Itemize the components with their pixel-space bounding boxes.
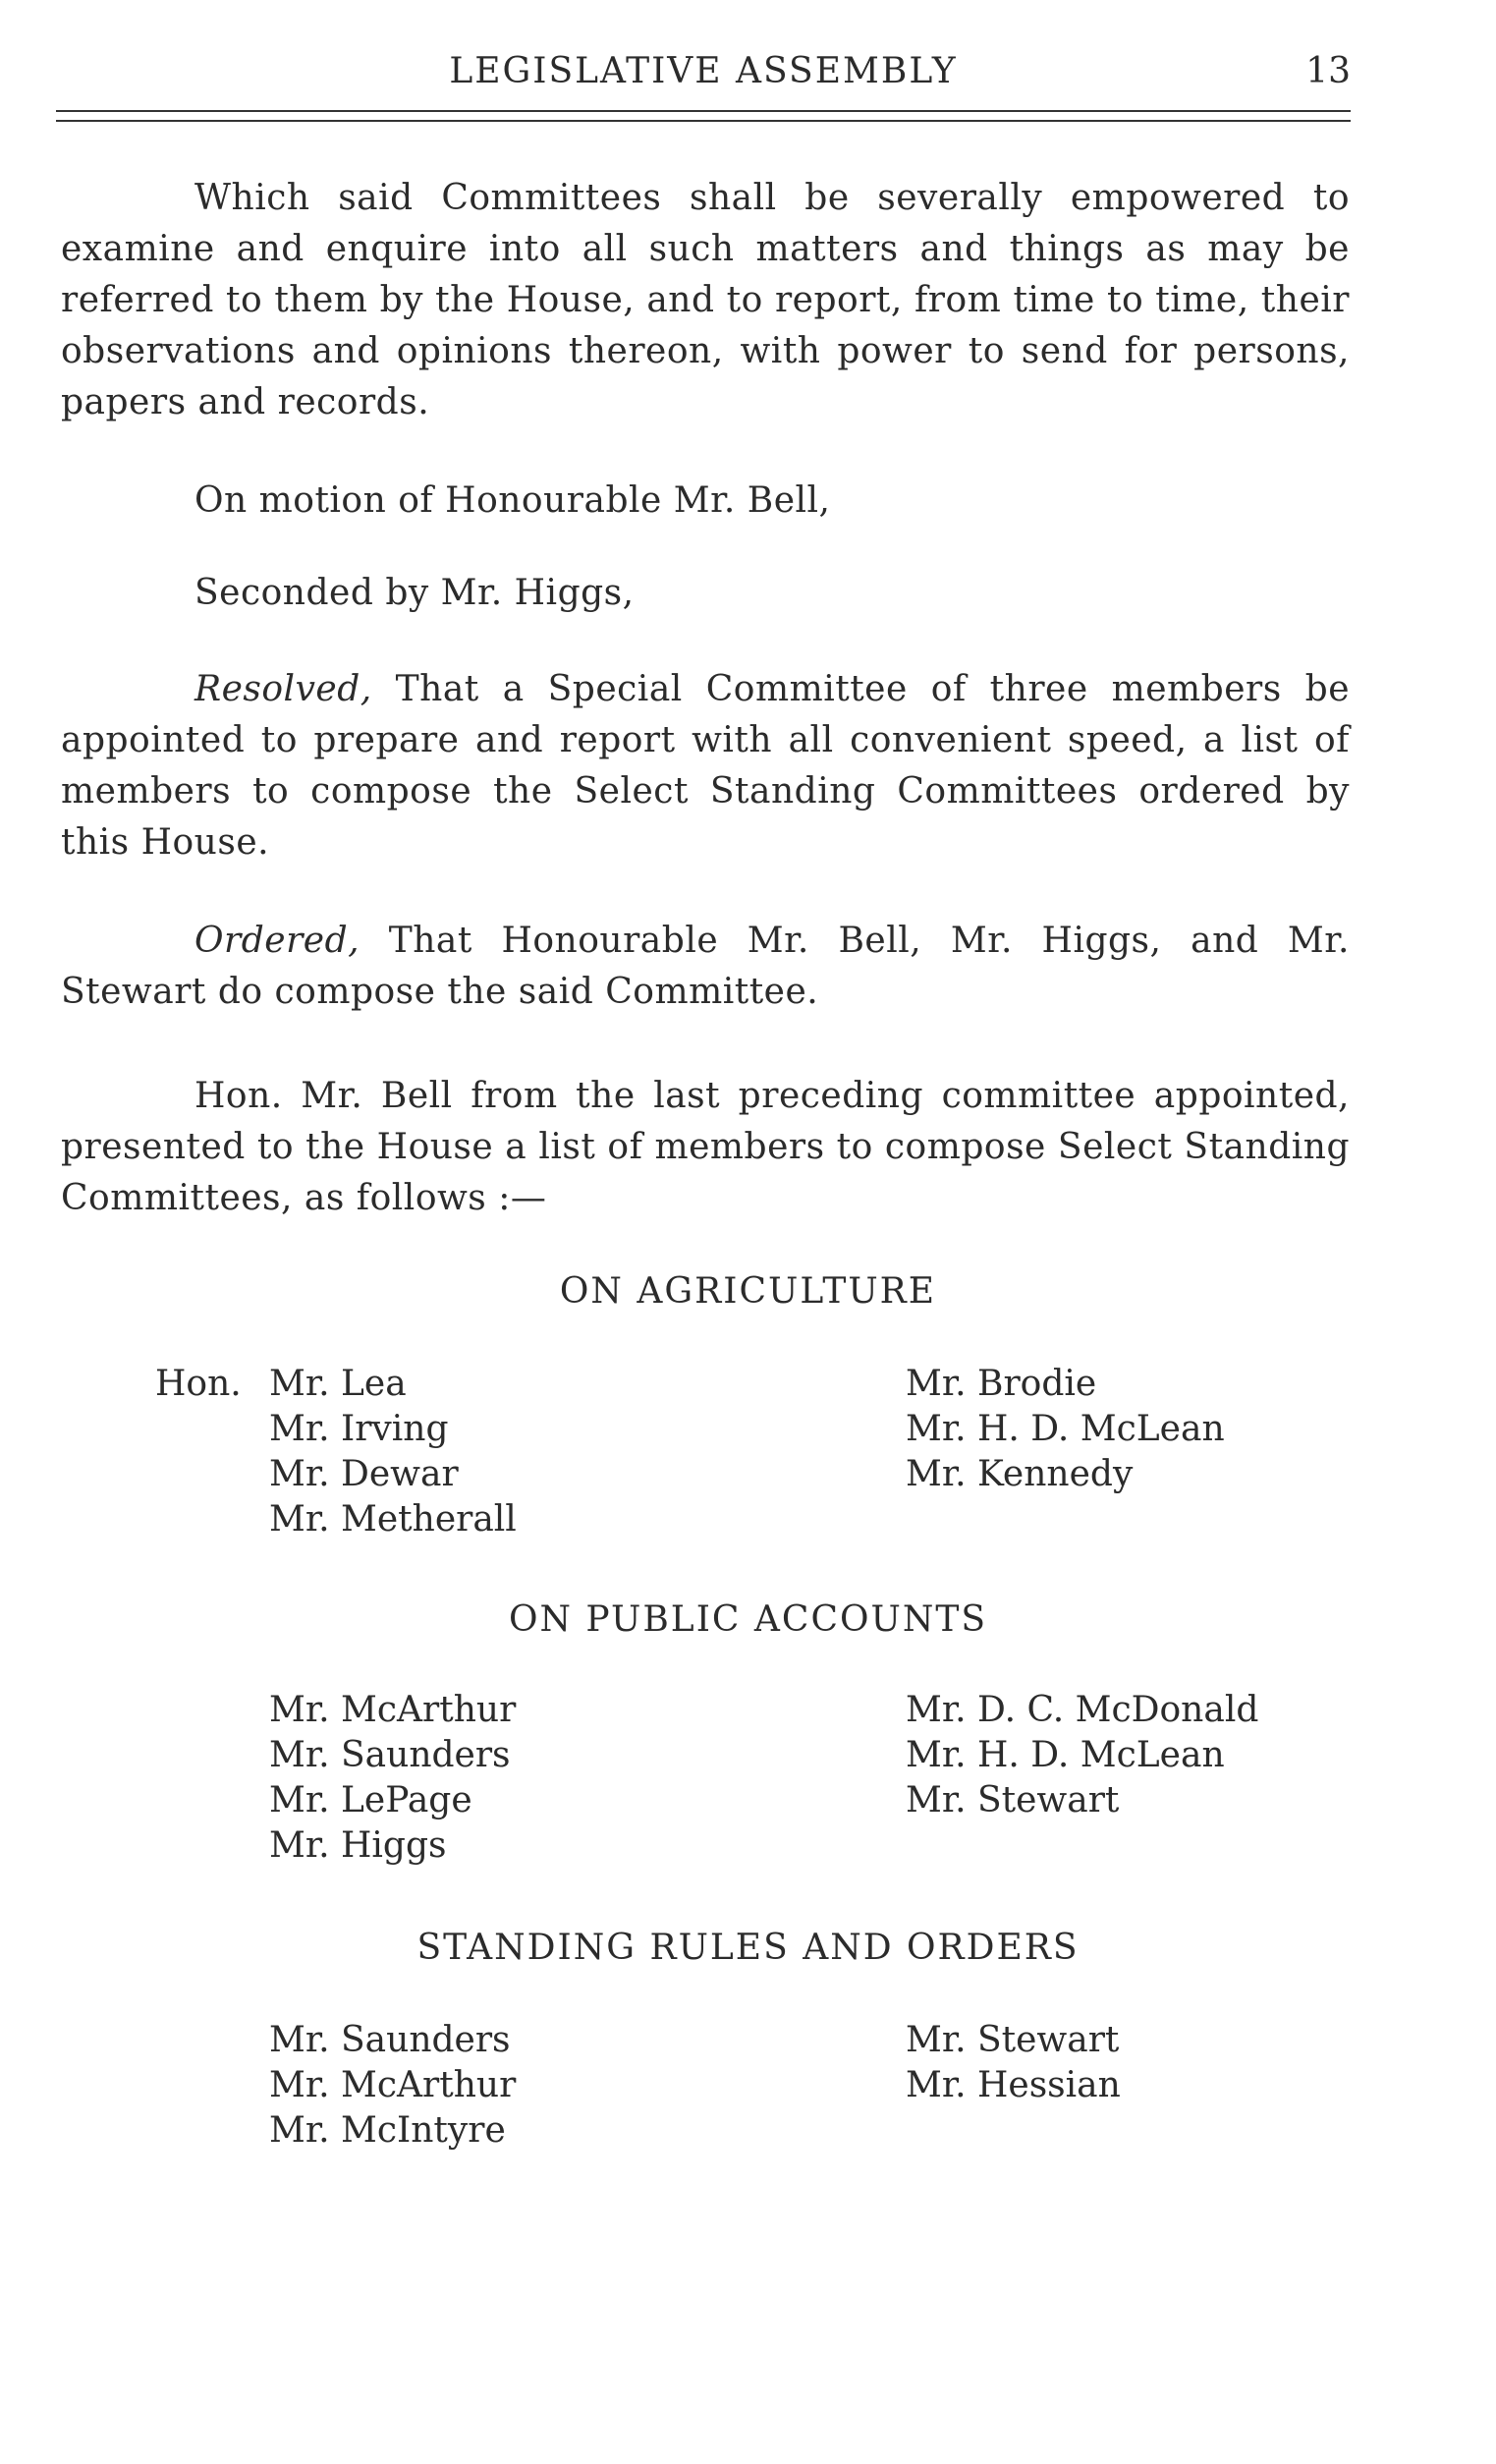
member-name: Mr. Irving xyxy=(269,1409,449,1449)
paragraph-seconded: Seconded by Mr. Higgs, xyxy=(194,573,635,613)
paragraph-motion: On motion of Honourable Mr. Bell, xyxy=(194,480,831,521)
member-name: Mr. Kennedy xyxy=(906,1454,1134,1494)
member-name: Mr. McArthur xyxy=(269,1690,517,1730)
member-column-right xyxy=(906,1362,1225,1497)
member-name: Mr. Metherall xyxy=(269,1499,517,1540)
member-column-right xyxy=(906,1688,1258,1823)
committee-heading-agriculture: ON AGRICULTURE xyxy=(559,1271,937,1312)
member-name: Mr. Dewar xyxy=(269,1454,459,1494)
member-column-right xyxy=(906,2018,1121,2108)
member-name: Mr. H. D. McLean xyxy=(906,1409,1225,1449)
member-name: Mr. Saunders xyxy=(269,1735,511,1775)
hon-prefix: Hon. xyxy=(155,1364,242,1404)
paragraph-ordered xyxy=(61,916,1350,1018)
member-name: Mr. LePage xyxy=(269,1780,472,1820)
member-name: Mr. Higgs xyxy=(269,1825,447,1866)
paragraph-committee-powers: Which said Committees shall be severally empowered to examine and enquire into all such matters and things as may be referred to them by the House, and to report, from time to time, their observations and opinions thereon, with power to send for persons, papers and records. xyxy=(61,178,1350,422)
header-rule-upper xyxy=(56,110,1351,112)
running-title: LEGISLATIVE ASSEMBLY xyxy=(449,51,958,91)
paragraph-resolved xyxy=(61,664,1350,868)
header-rule-lower xyxy=(56,120,1351,122)
member-column-left xyxy=(269,1688,516,1869)
member-name: Mr. Stewart xyxy=(906,2020,1120,2060)
committee-heading-standing-rules: STANDING RULES AND ORDERS xyxy=(416,1928,1080,1968)
committee-heading-public-accounts: ON PUBLIC ACCOUNTS xyxy=(508,1599,988,1640)
member-name: Mr. Brodie xyxy=(906,1364,1097,1404)
member-name: Mr. Hessian xyxy=(906,2065,1121,2105)
ordered-lead: Ordered, xyxy=(194,921,360,961)
member-column-left xyxy=(269,1362,517,1542)
running-head xyxy=(56,47,1351,106)
member-name: Mr. Stewart xyxy=(906,1780,1120,1820)
member-column-left xyxy=(269,2018,516,2154)
resolved-lead: Resolved, xyxy=(194,669,372,709)
page-number: 13 xyxy=(1305,51,1351,91)
member-name: Mr. McArthur xyxy=(269,2065,517,2105)
member-name: Mr. McIntyre xyxy=(269,2110,506,2151)
ordered-text: That Honourable Mr. Bell, Mr. Higgs, and Mr. Stewart do compose the said Committee. xyxy=(61,921,1350,1012)
member-name: Mr. H. D. McLean xyxy=(906,1735,1225,1775)
resolved-text: That a Special Committee of three members be appointed to prepare and report with all convenient speed, a list of members to compose the Select Standing Committees ordered by this House. xyxy=(61,669,1350,863)
member-name: Mr. Saunders xyxy=(269,2020,511,2060)
member-name: Mr. Lea xyxy=(269,1364,407,1404)
member-name: Mr. D. C. McDonald xyxy=(906,1690,1259,1730)
paragraph-list-presented: Hon. Mr. Bell from the last preceding committee appointed, presented to the House a list of members to compose Select Standing Committees, as follows :— xyxy=(61,1076,1350,1218)
